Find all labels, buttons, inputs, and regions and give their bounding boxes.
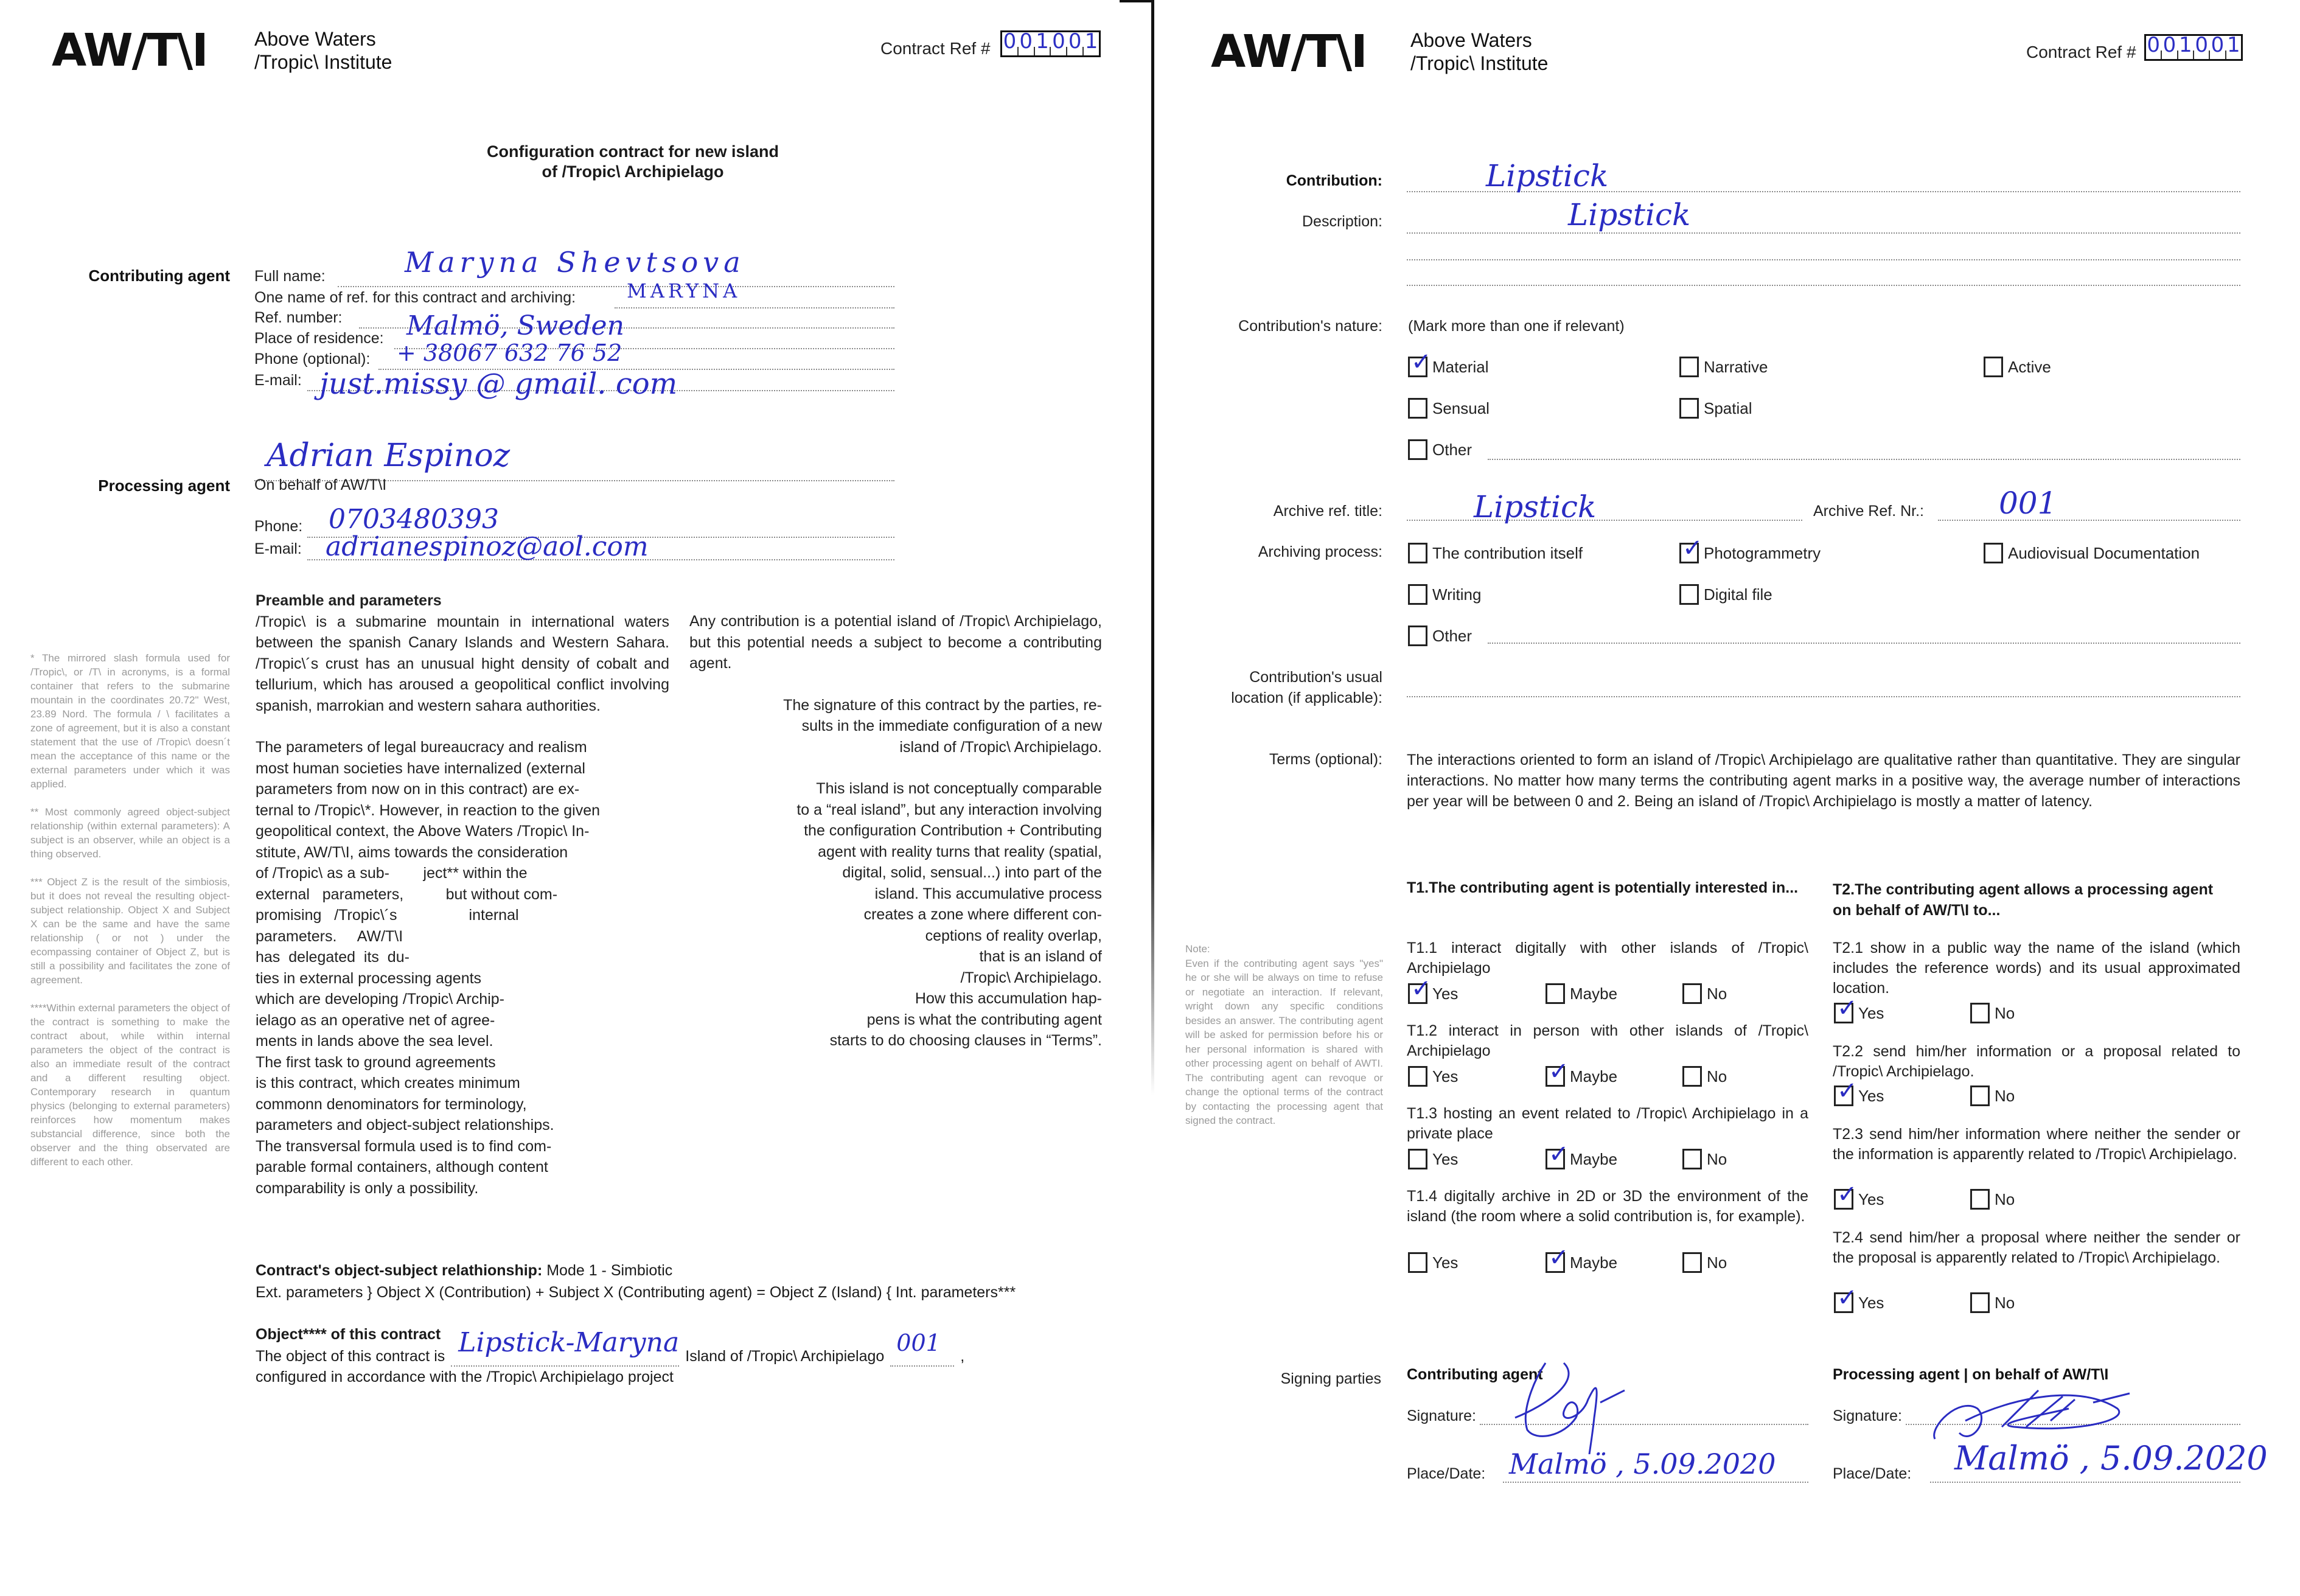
title-line2: of /Tropic\ Archipielago: [542, 162, 724, 181]
contract-ref-digit-value: 0: [2195, 33, 2208, 57]
contract-ref-box[interactable]: [1000, 30, 1101, 57]
archiving-option-checkbox[interactable]: [1408, 626, 1427, 646]
page-divider: [1151, 0, 1154, 1095]
preamble-line: most human societies have internalized (external: [256, 759, 585, 777]
object-number-value: 001: [896, 1329, 941, 1356]
t2-choice[interactable]: [1970, 1189, 2015, 1210]
preamble-line: that is an island of: [979, 948, 1102, 965]
contract-ref-digit-value: 0: [2162, 33, 2176, 57]
t2-choice-checkbox[interactable]: [1970, 1085, 1990, 1106]
preamble-line: The transversal formula used is to find com-: [256, 1137, 552, 1155]
t1-choice[interactable]: [1408, 1252, 1458, 1273]
check-mark-icon: ✓: [1549, 1140, 1569, 1168]
contract-ref-digit: [2178, 33, 2194, 59]
preamble-line: parameters. AW/T\I: [256, 927, 403, 945]
footnote: ****Within external parameters the object of the contract is something to make the contract about, while within internal parameters the object of the contract is also an immediate result of the contract and a different resulting object. Contemporary research in quantum physics (belonging to external parameters) reinforces how momentum makes substancial difference, since both the observer and the thing observated are different to each other.: [30, 1002, 230, 1168]
object-name-field[interactable]: [451, 1327, 680, 1367]
archiving-option-label: Audiovisual Documentation: [2008, 543, 2200, 562]
processing-signature-label: Signature:: [1833, 1407, 1902, 1424]
contract-ref-digit-value: 0: [1003, 29, 1017, 54]
processing-phone-label: Phone:: [254, 518, 303, 535]
t1-choice-checkbox[interactable]: [1546, 1140, 1569, 1169]
t2-choice[interactable]: [1834, 1077, 1884, 1106]
t2-choice-checkbox[interactable]: [1970, 1003, 1990, 1023]
archiving-option[interactable]: [1408, 543, 1583, 563]
t2-choice[interactable]: [1834, 1284, 1884, 1313]
archiving-option-label: Other: [1432, 626, 1472, 645]
t1-item-text: T1.2 interact in person with other islands of /Tropic\ Archipielago: [1407, 1022, 1808, 1059]
location-label-line1: Contribution's usual: [1249, 669, 1382, 686]
contributing-field-label: One name of ref. for this contract and archiving:: [254, 289, 576, 306]
preamble-line: island of /Tropic\ Archipielago.: [899, 738, 1102, 756]
footnotes: [30, 651, 230, 1183]
check-mark-icon: ✓: [1837, 1077, 1858, 1105]
object-heading: Object**** of this contract: [256, 1326, 441, 1343]
t1-choice-label: No: [1707, 1067, 1727, 1085]
preamble-line: This island is not conceptually comparable: [816, 780, 1102, 797]
contract-ref-digit-value: 0: [1052, 29, 1065, 54]
nature-option-checkbox[interactable]: [1408, 439, 1427, 460]
contract-ref-digit: [2210, 33, 2226, 59]
page-title: [365, 142, 901, 182]
preamble-line: sults in the immediate configuration of a new: [801, 717, 1102, 734]
preamble-line: island. This accumulative process: [874, 885, 1102, 902]
archiving-option[interactable]: [1408, 584, 1481, 605]
t2-choice-checkbox[interactable]: [1970, 1189, 1990, 1210]
t2-choice-label: Yes: [1858, 1086, 1884, 1105]
t1-choice-label: Yes: [1432, 1067, 1458, 1085]
description-value: Lipstick: [1568, 197, 1691, 232]
object-line2: configured in accordance with the /Tropic\ Archipielago project: [256, 1368, 674, 1385]
t2-heading: [1833, 879, 2213, 921]
t1-item-text: T1.1 interact digitally with other islands of /Tropic\ Archipielago: [1407, 939, 1808, 977]
contributing-field-value: + 38067 632 76 52: [397, 340, 622, 366]
preamble-line: comparability is only a possibility.: [256, 1179, 479, 1197]
t2-choice-checkbox[interactable]: [1834, 1077, 1858, 1106]
t1-heading: T1.The contributing agent is potentially interested in...: [1407, 879, 1799, 896]
preamble-line: The first task to ground agreements: [256, 1053, 496, 1071]
preamble-line: geopolitical context, the Above Waters /Tropic\ In-: [256, 823, 590, 840]
contributing-signer-heading: Contributing agent: [1407, 1366, 1543, 1383]
contract-ref-digit-value: 0: [2147, 33, 2160, 57]
t1-choice-checkbox[interactable]: [1682, 1149, 1702, 1169]
t2-choice-label: Yes: [1858, 1190, 1884, 1208]
contribution-field[interactable]: [1407, 158, 2240, 193]
preamble-column-2: [689, 611, 1102, 1051]
t2-choice-checkbox[interactable]: [1970, 1292, 1990, 1313]
archiving-label: Archiving process:: [1258, 543, 1382, 560]
check-mark-icon: ✓: [1837, 1284, 1858, 1312]
preamble-paragraph-3: Any contribution is a potential island of /Tropic\ Archipielago, but this potential needs a subject to become a contributing agent.: [689, 613, 1102, 672]
t1-choice[interactable]: [1682, 1066, 1727, 1087]
t2-choice-label: Yes: [1858, 1003, 1884, 1022]
contributing-field-label: Full name:: [254, 268, 326, 285]
nature-option[interactable]: [1679, 398, 1752, 419]
t2-choice-label: No: [1995, 1086, 2015, 1105]
object-name-value: Lipstick-Maryna: [458, 1327, 680, 1358]
preamble-line: How this accumulation hap-: [915, 990, 1102, 1007]
processing-email-field[interactable]: [307, 531, 894, 562]
nature-option-checkbox[interactable]: [1679, 357, 1699, 377]
contributing-field-input[interactable]: [615, 279, 894, 308]
archiving-option-label: Photogrammetry: [1704, 543, 1821, 562]
preamble-line: agent with reality turns that reality (spatial,: [818, 843, 1102, 860]
preamble-line: digital, solid, sensual...) into part of the: [842, 864, 1102, 881]
contributing-field-label: Place of residence:: [254, 330, 384, 347]
t2-choice[interactable]: [1970, 1003, 2015, 1023]
archiving-option-checkbox[interactable]: [1679, 534, 1703, 563]
footnote: * The mirrored slash formula used for /Tropic\, or /T\ in acronyms, is a formal container that refers to the submarine mountain in the coordinates 20.72" West, 23.89 Nord. The formula / \ facilitates a zone of agreement, but it is also a constant statement that the use of /Tropic\ doesn´t mean the acceptance of this name or the external parameters under which it was applied.: [30, 652, 230, 790]
processing-signer-heading: Processing agent | on behalf of AW/T\I: [1833, 1366, 2109, 1383]
preamble-line: pens is what the contributing agent: [866, 1011, 1102, 1028]
preamble-line: parameters and object-subject relationships.: [256, 1117, 554, 1134]
preamble-line: ternal to /Tropic\*. However, in reaction to the given: [256, 801, 601, 819]
t1-item-text: T1.4 digitally archive in 2D or 3D the environment of the island (the room where a solid contribution is, for example).: [1407, 1188, 1808, 1225]
nature-option-label: Sensual: [1432, 399, 1490, 417]
logo: AW/T\I: [1211, 26, 1367, 78]
archiving-option[interactable]: [1984, 543, 2200, 563]
t1-choice-checkbox[interactable]: [1546, 1058, 1569, 1087]
title-line1: Configuration contract for new island: [486, 142, 779, 161]
preamble-line: starts to do choosing clauses in “Terms”.: [829, 1032, 1102, 1049]
t2-choice-checkbox[interactable]: [1834, 1180, 1858, 1210]
nature-option-checkbox[interactable]: [1679, 398, 1699, 419]
relationship-mode: Mode 1 - Simbiotic: [542, 1262, 673, 1279]
contract-ref-digit: [1002, 29, 1019, 55]
description-field[interactable]: [1407, 197, 2240, 234]
contract-ref-box[interactable]: [2144, 34, 2243, 61]
nature-option[interactable]: [1408, 439, 1472, 460]
preamble-line: the configuration Contribution + Contributing: [804, 822, 1102, 839]
signing-label: Signing parties: [1280, 1370, 1381, 1387]
relationship-section: [256, 1260, 1016, 1303]
t1-choice-label: Yes: [1432, 984, 1458, 1003]
t1-choice-label: Yes: [1432, 1253, 1458, 1272]
institute-name: [1410, 29, 1548, 75]
t1-choice[interactable]: [1546, 1244, 1618, 1273]
contract-ref-digit-value: 1: [2179, 33, 2192, 57]
on-behalf-label: On behalf of AW/T\I: [254, 476, 387, 493]
archive-title-value: Lipstick: [1474, 489, 1597, 524]
processing-email-value: adrianespinoz@aol.com: [326, 531, 649, 562]
contribution-label: Contribution:: [1286, 172, 1382, 189]
preamble-line: parable formal containers, although content: [256, 1159, 548, 1176]
contract-ref-label: Contract Ref #: [880, 39, 991, 58]
t2-choice[interactable]: [1970, 1085, 2015, 1106]
nature-option-label: Active: [2008, 357, 2051, 376]
institute-line2: /Tropic\ Institute: [254, 51, 392, 73]
archiving-option-checkbox[interactable]: [1408, 543, 1427, 563]
nature-option[interactable]: [1984, 357, 2051, 377]
archive-nr-field[interactable]: [1938, 486, 2240, 521]
archiving-option-checkbox[interactable]: [1408, 584, 1427, 605]
processing-signature-icon: [1923, 1372, 2154, 1445]
object-middle: Island of /Tropic\ Archipielago: [685, 1348, 885, 1365]
nature-option-label: Spatial: [1704, 399, 1752, 417]
archiving-option[interactable]: [1679, 534, 1821, 563]
nature-option-checkbox[interactable]: [1984, 357, 2003, 377]
contributing-field-value: Malmö, Sweden: [406, 310, 624, 341]
archive-title-label: Archive ref. title:: [1273, 503, 1382, 520]
preamble-line: The signature of this contract by the parties, re-: [783, 696, 1102, 714]
contributing-field-input[interactable]: [307, 367, 894, 401]
contract-ref-digit: [1035, 29, 1051, 55]
contract-ref-label: Contract Ref #: [2026, 43, 2136, 61]
archiving-option[interactable]: [1679, 584, 1772, 605]
contract-ref-digit: [1067, 29, 1084, 55]
contract-ref-digit: [2226, 33, 2241, 59]
location-label: [1205, 667, 1382, 708]
t2-choice[interactable]: [1834, 1180, 1884, 1210]
check-mark-icon: ✓: [1549, 1058, 1569, 1085]
t2-item-text: T2.1 show in a public way the name of the island (which includes the reference words) and its usual approximated location.: [1833, 939, 2240, 997]
t1-choice-label: No: [1707, 1253, 1727, 1272]
t2-choice-label: Yes: [1858, 1293, 1884, 1312]
processing-agent-name-value: Adrian Espinoz: [267, 437, 511, 474]
t2-choice[interactable]: [1834, 994, 1884, 1023]
preamble-line: /Tropic\ Archipielago.: [960, 969, 1102, 986]
contributing-place-date-label: Place/Date:: [1407, 1465, 1486, 1482]
archiving-other-field[interactable]: [1488, 634, 2240, 644]
preamble-line: ceptions of reality overlap,: [925, 927, 1102, 944]
t1-choice[interactable]: [1408, 1066, 1458, 1087]
t1-choice-label: Maybe: [1570, 984, 1618, 1003]
nature-option-checkbox[interactable]: [1408, 398, 1427, 419]
check-mark-icon: ✓: [1682, 534, 1703, 562]
footnote: *** Object Z is the result of the simbiosis, but it does not reveal the resulting object-subject relationship. Object X and Subject X can be the same and have the same relationship ( or not ) under the ecompassing container of Object Z, but is still a possibility and facilitates the zone of agreement.: [30, 876, 230, 986]
archiving-option-label: The contribution itself: [1432, 543, 1583, 562]
institute-name: [254, 27, 392, 74]
note: [1185, 942, 1383, 1128]
nature-option[interactable]: [1679, 357, 1768, 377]
archive-nr-label: Archive Ref. Nr.:: [1813, 503, 1924, 520]
contract-ref-digit: [1084, 29, 1099, 55]
nature-other-field[interactable]: [1488, 450, 2240, 460]
processing-place-date-field[interactable]: [1930, 1439, 2268, 1483]
preamble-line: has delegated its du-: [256, 949, 409, 966]
institute-line1: Above Waters: [1410, 29, 1532, 51]
object-number-field[interactable]: [890, 1329, 954, 1367]
contributing-signature-icon: [1509, 1357, 1643, 1454]
t2-choice[interactable]: [1970, 1292, 2015, 1313]
nature-option-label: Other: [1432, 440, 1472, 459]
preamble-line: external parameters, but without com-: [256, 885, 558, 903]
archiving-option[interactable]: [1408, 626, 1472, 646]
t1-choice-checkbox[interactable]: [1408, 1149, 1427, 1169]
t1-choice-checkbox[interactable]: [1546, 1244, 1569, 1273]
t1-choice-label: Maybe: [1570, 1067, 1618, 1085]
preamble-paragraph-4: [689, 695, 1102, 758]
contract-ref-digit-value: 0: [2211, 33, 2225, 57]
t2-choice-checkbox[interactable]: [1834, 1284, 1858, 1313]
check-mark-icon: ✓: [1411, 975, 1432, 1003]
contributing-field-value: MARYNA: [627, 279, 741, 302]
preamble-paragraph-1: /Tropic\ is a submarine mountain in international waters between the spanish Canary Islands and Western Sahara. /Tropic\´s crust has an unusual hight density of cobalt and tellurium, which has aroused a geopolitical conflict involving spanish, marrokian and western sahara authorities.: [256, 613, 669, 714]
preamble-heading: Preamble and parameters: [256, 592, 442, 609]
preamble-line: is this contract, which creates minimum: [256, 1075, 520, 1092]
check-mark-icon: ✓: [1837, 1180, 1858, 1208]
contributing-agent-label: Contributing agent: [88, 267, 230, 285]
check-mark-icon: ✓: [1837, 994, 1858, 1022]
t2-choice-checkbox[interactable]: [1834, 994, 1858, 1023]
t1-choice-label: Maybe: [1570, 1149, 1618, 1168]
archiving-option-checkbox[interactable]: [1679, 584, 1699, 605]
logo: AW/T\I: [52, 24, 207, 77]
archiving-option-checkbox[interactable]: [1984, 543, 2003, 563]
contract-ref-digit-value: 0: [1068, 29, 1082, 54]
t1-choice-checkbox[interactable]: [1682, 1252, 1702, 1273]
processing-phone-value: 0703480393: [329, 504, 499, 535]
preamble-line: ties in external processing agents: [256, 969, 482, 987]
contract-ref-digit: [1051, 29, 1067, 55]
contributing-field-label: Ref. number:: [254, 309, 343, 326]
location-field[interactable]: [1407, 688, 2240, 697]
contributing-field-input[interactable]: [338, 246, 894, 287]
t1-choice[interactable]: [1682, 1252, 1727, 1273]
contract-ref-digit-value: 0: [1019, 29, 1033, 54]
nature-option-label: Material: [1432, 357, 1489, 376]
t1-choice-label: Yes: [1432, 1149, 1458, 1168]
terms-label: Terms (optional):: [1269, 751, 1382, 768]
t1-choice-checkbox[interactable]: [1682, 983, 1702, 1004]
location-label-line2: location (if applicable):: [1231, 689, 1382, 706]
processing-place-date-value: Malmö , 5.09.2020: [1954, 1439, 2268, 1477]
processing-place-date-label: Place/Date:: [1833, 1465, 1912, 1482]
t1-choice[interactable]: [1546, 1058, 1618, 1087]
preamble-column-1: [256, 590, 669, 1199]
contract-ref-digit: [2162, 33, 2178, 59]
t2-choice-label: No: [1995, 1293, 2015, 1312]
relationship-formula: Ext. parameters } Object X (Contribution) + Subject X (Contributing agent) = Object Z (Island) { Int. parameters***: [256, 1284, 1016, 1301]
t1-choice-label: No: [1707, 984, 1727, 1003]
t1-choice-checkbox[interactable]: [1546, 983, 1565, 1004]
t2-item-text: T2.4 send him/her a proposal where neither the sender or the proposal is apparently related to /Tropic\ Archipielago.: [1833, 1229, 2240, 1266]
t1-choice[interactable]: [1682, 983, 1727, 1004]
contributing-place-date-value: Malmö , 5.09.2020: [1509, 1448, 1776, 1480]
t1-choice[interactable]: [1546, 1140, 1618, 1169]
t1-item-text: T1.3 hosting an event related to /Tropic\ Archipielago in a private place: [1407, 1105, 1808, 1142]
archiving-option-label: Writing: [1432, 585, 1482, 604]
contract-ref-digit: [2194, 33, 2210, 59]
t1-choice-label: No: [1707, 1149, 1727, 1168]
contract-ref-digit-value: 1: [1036, 29, 1049, 54]
check-mark-icon: ✓: [1411, 348, 1432, 376]
institute-line2: /Tropic\ Institute: [1410, 52, 1549, 74]
t1-choice-checkbox[interactable]: [1682, 1066, 1702, 1087]
note-title: Note:: [1185, 943, 1210, 955]
t1-choice-checkbox[interactable]: [1408, 975, 1432, 1004]
description-field-line2[interactable]: [1407, 232, 2240, 260]
relationship-heading: Contract's object-subject relathionship:: [256, 1262, 543, 1279]
t2-heading-line2: on behalf of AW/T\I to...: [1833, 902, 2001, 919]
object-suffix: ,: [960, 1348, 965, 1365]
description-label: Description:: [1302, 213, 1382, 230]
footnote: ** Most commonly agreed object-subject relationship (within external parameters): A subject is an observer, while an object is a thing observed.: [30, 806, 230, 860]
t2-choice-label: No: [1995, 1190, 2015, 1208]
page-edge-top: [1120, 0, 1154, 2]
t2-item-text: T2.3 send him/her information where neither the sender or the information is apparently related to /Tropic\ Archipielago.: [1833, 1126, 2240, 1163]
preamble-line: which are developing /Tropic\ Archip-: [256, 991, 504, 1008]
archive-nr-value: 001: [1999, 486, 2057, 521]
preamble-line: The parameters of legal bureaucracy and realism: [256, 739, 587, 756]
t1-choice-checkbox[interactable]: [1408, 1066, 1427, 1087]
processing-email-label: E-mail:: [254, 540, 302, 557]
contributing-field-value: Maryna Shevtsova: [405, 246, 745, 279]
nature-hint: (Mark more than one if relevant): [1408, 318, 1625, 335]
description-field-line3[interactable]: [1407, 258, 2240, 286]
contributing-field-value: just.missy @ gmail. com: [319, 367, 678, 401]
preamble-line: creates a zone where different con-: [863, 906, 1102, 923]
contract-ref-digit-value: 1: [1084, 29, 1098, 54]
archive-title-field[interactable]: [1407, 489, 1802, 524]
object-prefix: The object of this contract is: [256, 1348, 445, 1365]
preamble-paragraph-5: [689, 778, 1102, 1051]
contributing-place-date-field[interactable]: [1503, 1448, 1808, 1483]
nature-label: Contribution's nature:: [1238, 318, 1382, 335]
institute-line1: Above Waters: [254, 28, 376, 50]
t1-choice[interactable]: [1408, 1149, 1458, 1169]
nature-option-label: Narrative: [1704, 357, 1768, 376]
t1-choice-checkbox[interactable]: [1408, 1252, 1427, 1273]
t1-choice[interactable]: [1546, 983, 1617, 1004]
preamble-paragraph-2: [256, 737, 669, 1199]
contributing-signature-label: Signature:: [1407, 1407, 1476, 1424]
t2-choice-label: No: [1995, 1003, 2015, 1022]
note-text: Even if the contributing agent says "yes" he or she will be always on time to refuse or negotiate an interaction. If relevant, wright down any specific conditions besides an answer. The contributing agent will be asked for permission before his or her personal information is shared with other processing agent on behalf of AWTI. The contributing agent can revoque or change the optional terms of the contract by contacting the processing agent that signed the contract.: [1185, 957, 1383, 1126]
nature-option-checkbox[interactable]: [1408, 348, 1432, 377]
preamble-line: ments in lands above the sea level.: [256, 1033, 493, 1050]
t2-item-text: T2.2 send him/her information or a proposal related to /Tropic\ Archipielago.: [1833, 1043, 2240, 1080]
contribution-value: Lipstick: [1486, 158, 1609, 193]
preamble-line: stitute, AW/T\I, aims towards the consideration: [256, 843, 568, 861]
contract-ref-digit-value: 1: [2226, 33, 2240, 57]
nature-option[interactable]: [1408, 348, 1489, 377]
nature-option[interactable]: [1408, 398, 1490, 419]
object-section: [256, 1324, 1107, 1387]
contract-ref-digit: [1019, 29, 1035, 55]
preamble-line: ielago as an operative net of agree-: [256, 1011, 495, 1029]
archiving-option-label: Digital file: [1704, 585, 1772, 604]
processing-agent-label: Processing agent: [98, 476, 230, 495]
preamble-line: promising /Tropic\´s internal: [256, 907, 519, 924]
preamble-line: of /Tropic\ as a sub- ject** within the: [256, 865, 528, 882]
t1-choice[interactable]: [1408, 975, 1458, 1004]
check-mark-icon: ✓: [1549, 1244, 1569, 1272]
preamble-line: parameters from now on in this contract) are ex-: [256, 781, 580, 798]
contract-ref-digit: [2146, 33, 2162, 59]
t2-heading-line1: T2.The contributing agent allows a processing agent: [1833, 881, 2214, 898]
preamble-line: commonn denominators for terminology,: [256, 1095, 527, 1113]
t1-choice[interactable]: [1682, 1149, 1727, 1169]
t1-choice-label: Maybe: [1570, 1253, 1618, 1272]
terms-text: The interactions oriented to form an island of /Tropic\ Archipielago are qualitative rather than quantitative. They are singular interactions. No matter how many terms the contributing agent marks in a positive way, the average number of interactions per year will be between 0 and 2. Being an island of /Tropic\ Archipielago is mostly a matter of latency.: [1407, 751, 2240, 810]
contributing-field-label: E-mail:: [254, 372, 302, 389]
preamble-line: to a “real island”, but any interaction involving: [796, 801, 1102, 818]
contributing-field-label: Phone (optional):: [254, 350, 371, 368]
